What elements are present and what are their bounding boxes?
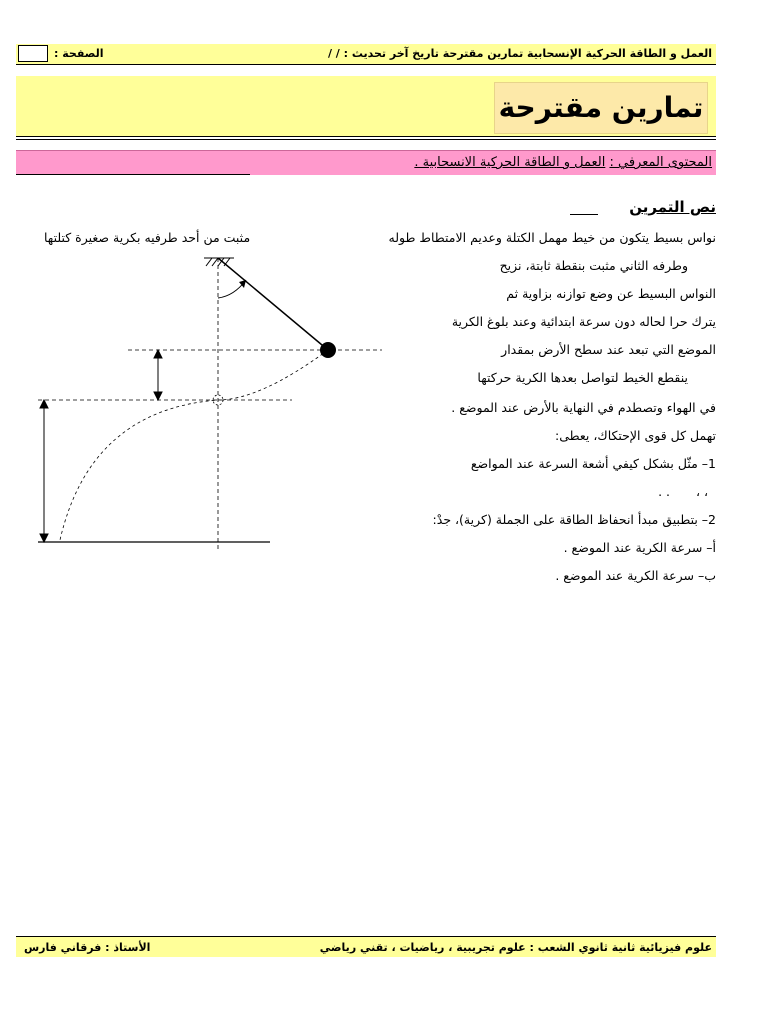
text-line: 2– بتطبيق مبدأ انحفاظ الطاقة على الجملة (كرية)، جدْ: <box>432 512 716 527</box>
text-line: . . <box>658 484 670 499</box>
text-line: ب– سرعة الكرية عند الموضع . <box>555 568 716 583</box>
page-footer <box>16 936 716 957</box>
heading-underline <box>570 214 598 215</box>
content-topic-text: العمل و الطاقة الحركية الانسحابية . <box>414 155 606 170</box>
footer-teacher: الأستاذ : فرقاني فارس <box>24 941 151 954</box>
content-topic <box>414 155 712 170</box>
text-line: وطرفه الثاني مثبت بنقطة ثابتة، نزيح <box>499 258 688 273</box>
text-line: 1– مثّل بشكل كيفي أشعة السرعة عند المواضع <box>470 456 716 471</box>
text-line: نواس بسيط يتكون من خيط مهمل الكتلة وعديم الامتطاط طوله <box>388 230 716 245</box>
text-line: في الهواء وتصطدم في النهاية بالأرض عند الموضع . <box>451 400 716 415</box>
page-title: تمارين مقترحة <box>494 82 708 134</box>
exercise-heading: نص التمرين <box>629 198 716 216</box>
text-line: تهمل كل قوى الإحتكاك، يعطى: <box>554 428 716 443</box>
title-band <box>16 76 716 137</box>
text-line: أ– سرعة الكرية عند الموضع . <box>563 540 716 555</box>
header-title: العمل و الطاقة الحركية الإنسحابية تمارين مقترحة تاريخ آخر تحديث : / / <box>327 47 712 60</box>
divider <box>16 174 250 175</box>
pendulum-string <box>218 258 328 350</box>
height-arrow-icon <box>154 350 162 400</box>
pendulum-diagram <box>30 250 390 550</box>
text-line: ، ، <box>695 484 708 499</box>
text-line: الموضع التي تبعد عند سطح الأرض بمقدار <box>501 342 716 357</box>
text-line: يترك حرا لحاله دون سرعة ابتدائية وعند بلوغ الكرية <box>451 314 716 329</box>
text-line: النواس البسيط عن وضع توازنه بزاوية ثم <box>506 286 716 301</box>
ground-height-arrow-icon <box>40 400 48 542</box>
content-prefix: المحتوى المعرفي : <box>609 155 712 170</box>
footer-subject: علوم فيزيائية ثانية ثانوي الشعب : علوم تجريبية ، رياضيات ، تقني رياضي <box>319 941 712 954</box>
text-line: ينقطع الخيط لتواصل بعدها الكرية حركتها <box>477 370 688 385</box>
trajectory-curve <box>60 350 328 540</box>
content-topic-band <box>16 150 716 175</box>
page-number-label: الصفحة : <box>54 47 104 60</box>
text-line-continued: مثبت من أحد طرفيه بكرية صغيرة كتلتها <box>44 230 251 245</box>
page-number-box <box>18 45 48 62</box>
page-header <box>16 44 716 65</box>
